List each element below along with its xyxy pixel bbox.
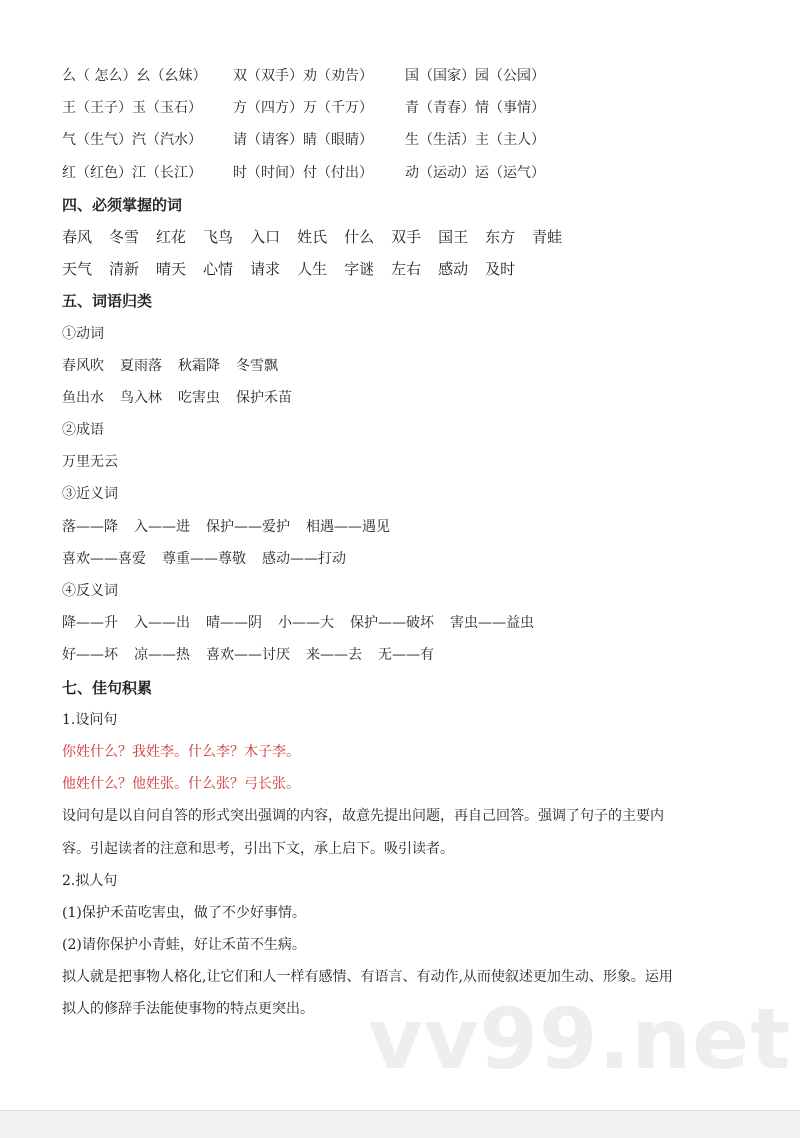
char-cell: 时（时间）付（付出） — [233, 164, 373, 181]
group-row — [62, 543, 742, 575]
char-cell: 红（红色）江（长江） — [62, 164, 202, 181]
group-label: ③近义词 — [62, 486, 118, 503]
word: 红花 — [156, 227, 187, 246]
group-item: 来——去 — [306, 647, 362, 664]
char-row — [62, 157, 742, 189]
group-item: 鸟入林 — [120, 389, 162, 406]
paragraph-line: 拟人的修辞手法能使事物的特点更突出。 — [62, 1001, 314, 1018]
word: 清新 — [109, 260, 140, 279]
group-item: 害虫——益虫 — [450, 615, 534, 632]
document-page — [62, 60, 742, 1026]
red-example: 你姓什么？我姓李。什么李？木子李。 — [62, 743, 300, 760]
char-cell: 青（青春）情（事情） — [405, 100, 545, 117]
char-cell: 请（请客）睛（眼睛） — [233, 132, 373, 149]
word: 青蛙 — [532, 227, 563, 246]
word: 国王 — [438, 227, 469, 246]
group-item: 秋霜降 — [178, 357, 220, 374]
group-item: 好——坏 — [62, 647, 118, 664]
word: 左右 — [391, 260, 422, 279]
char-table — [62, 60, 742, 189]
example-item: (1)保护禾苗吃害虫，做了不少好事情。 — [62, 904, 306, 921]
char-cell: 双（双手）劝（劝告） — [233, 68, 373, 84]
word-row — [62, 221, 742, 253]
group-item: 相遇——遇见 — [306, 518, 390, 535]
red-example: 他姓什么？他姓张。什么张？弓长张。 — [62, 776, 300, 793]
group-row — [62, 607, 742, 639]
group-item: 喜欢——讨厌 — [206, 647, 290, 664]
section4-heading: 四、必须掌握的词 — [62, 195, 183, 214]
word: 天气 — [62, 260, 93, 279]
group-item: 凉——热 — [134, 647, 190, 664]
group-row — [62, 639, 742, 671]
group-item: 夏雨落 — [120, 357, 162, 374]
word: 字谜 — [344, 260, 375, 279]
char-cell: 气（生气）汽（汽水） — [62, 132, 202, 149]
group-item: 晴——阴 — [206, 615, 262, 632]
word: 什么 — [344, 227, 375, 246]
word: 晴天 — [156, 260, 187, 279]
example-item: (2)请你保护小青蛙，好让禾苗不生病。 — [62, 937, 306, 954]
sub-heading-rhetorical: 1.设问句 — [62, 711, 118, 728]
group-item: 吃害虫 — [178, 389, 220, 406]
group-item: 小——大 — [278, 615, 334, 632]
group-label: ①动词 — [62, 325, 104, 342]
section7-heading: 七、佳句积累 — [62, 678, 153, 697]
word: 及时 — [485, 260, 516, 279]
word: 入口 — [250, 227, 281, 246]
group-item: 无——有 — [378, 647, 434, 664]
word: 姓氏 — [297, 227, 328, 246]
word: 春风 — [62, 227, 93, 246]
group-label: ②成语 — [62, 422, 104, 439]
group-item: 感动——打动 — [262, 550, 346, 567]
group-item: 保护——破坏 — [350, 615, 434, 632]
group-item: 入——进 — [134, 518, 190, 535]
group-row — [62, 511, 742, 543]
group-item: 喜欢——喜爱 — [62, 550, 146, 567]
group-item: 冬雪飘 — [236, 357, 278, 374]
group-item: 春风吹 — [62, 357, 104, 374]
word-row — [62, 253, 742, 285]
group-item: 保护——爱护 — [206, 518, 290, 535]
word: 感动 — [438, 260, 469, 279]
word: 冬雪 — [109, 227, 140, 246]
group-row — [62, 446, 742, 478]
word: 心情 — [203, 260, 234, 279]
group-item: 万里无云 — [62, 454, 118, 471]
word: 东方 — [485, 227, 516, 246]
paragraph-line: 容。引起读者的注意和思考，引出下文，承上启下。吸引读者。 — [62, 840, 454, 857]
group-item: 落——降 — [62, 518, 118, 535]
char-cell: 动（运动）运（运气） — [405, 164, 545, 181]
paragraph-line: 设问句是以自问自答的形式突出强调的内容，故意先提出问题，再自己回答。强调了句子的主要内 — [62, 808, 664, 825]
word: 人生 — [297, 260, 328, 279]
group-row — [62, 382, 742, 414]
group-label: ④反义词 — [62, 583, 118, 599]
section5-groups — [62, 318, 742, 672]
group-item: 降——升 — [62, 615, 118, 632]
char-cell: 王（王子）玉（玉石） — [62, 100, 202, 117]
char-row — [62, 124, 742, 156]
char-row — [62, 92, 742, 124]
word: 飞鸟 — [203, 227, 234, 246]
group-item: 尊重——尊敬 — [162, 550, 246, 567]
section4-words — [62, 221, 742, 285]
section5-heading: 五、词语归类 — [62, 292, 153, 311]
char-cell: 方（四方）万（千万） — [233, 100, 373, 117]
paragraph-line: 拟人就是把事物人格化,让它们和人一样有感情、有语言、有动作,从而使叙述更加生动、形象。运用 — [62, 969, 673, 986]
group-item: 保护禾苗 — [236, 389, 292, 406]
char-row — [62, 60, 742, 92]
char-cell: 么（ 怎么）幺（幺妹） — [62, 68, 207, 84]
bottom-bar — [0, 1110, 800, 1138]
sub-heading-personification: 2.拟人句 — [62, 872, 118, 889]
char-cell: 国（国家）园（公园） — [405, 68, 545, 84]
word: 请求 — [250, 260, 281, 279]
group-row — [62, 350, 742, 382]
char-cell: 生（生活）主（主人） — [405, 132, 545, 149]
word: 双手 — [391, 227, 422, 246]
group-item: 鱼出水 — [62, 389, 104, 406]
group-item: 入——出 — [134, 615, 190, 632]
watermark: vv99.net — [368, 990, 792, 1088]
